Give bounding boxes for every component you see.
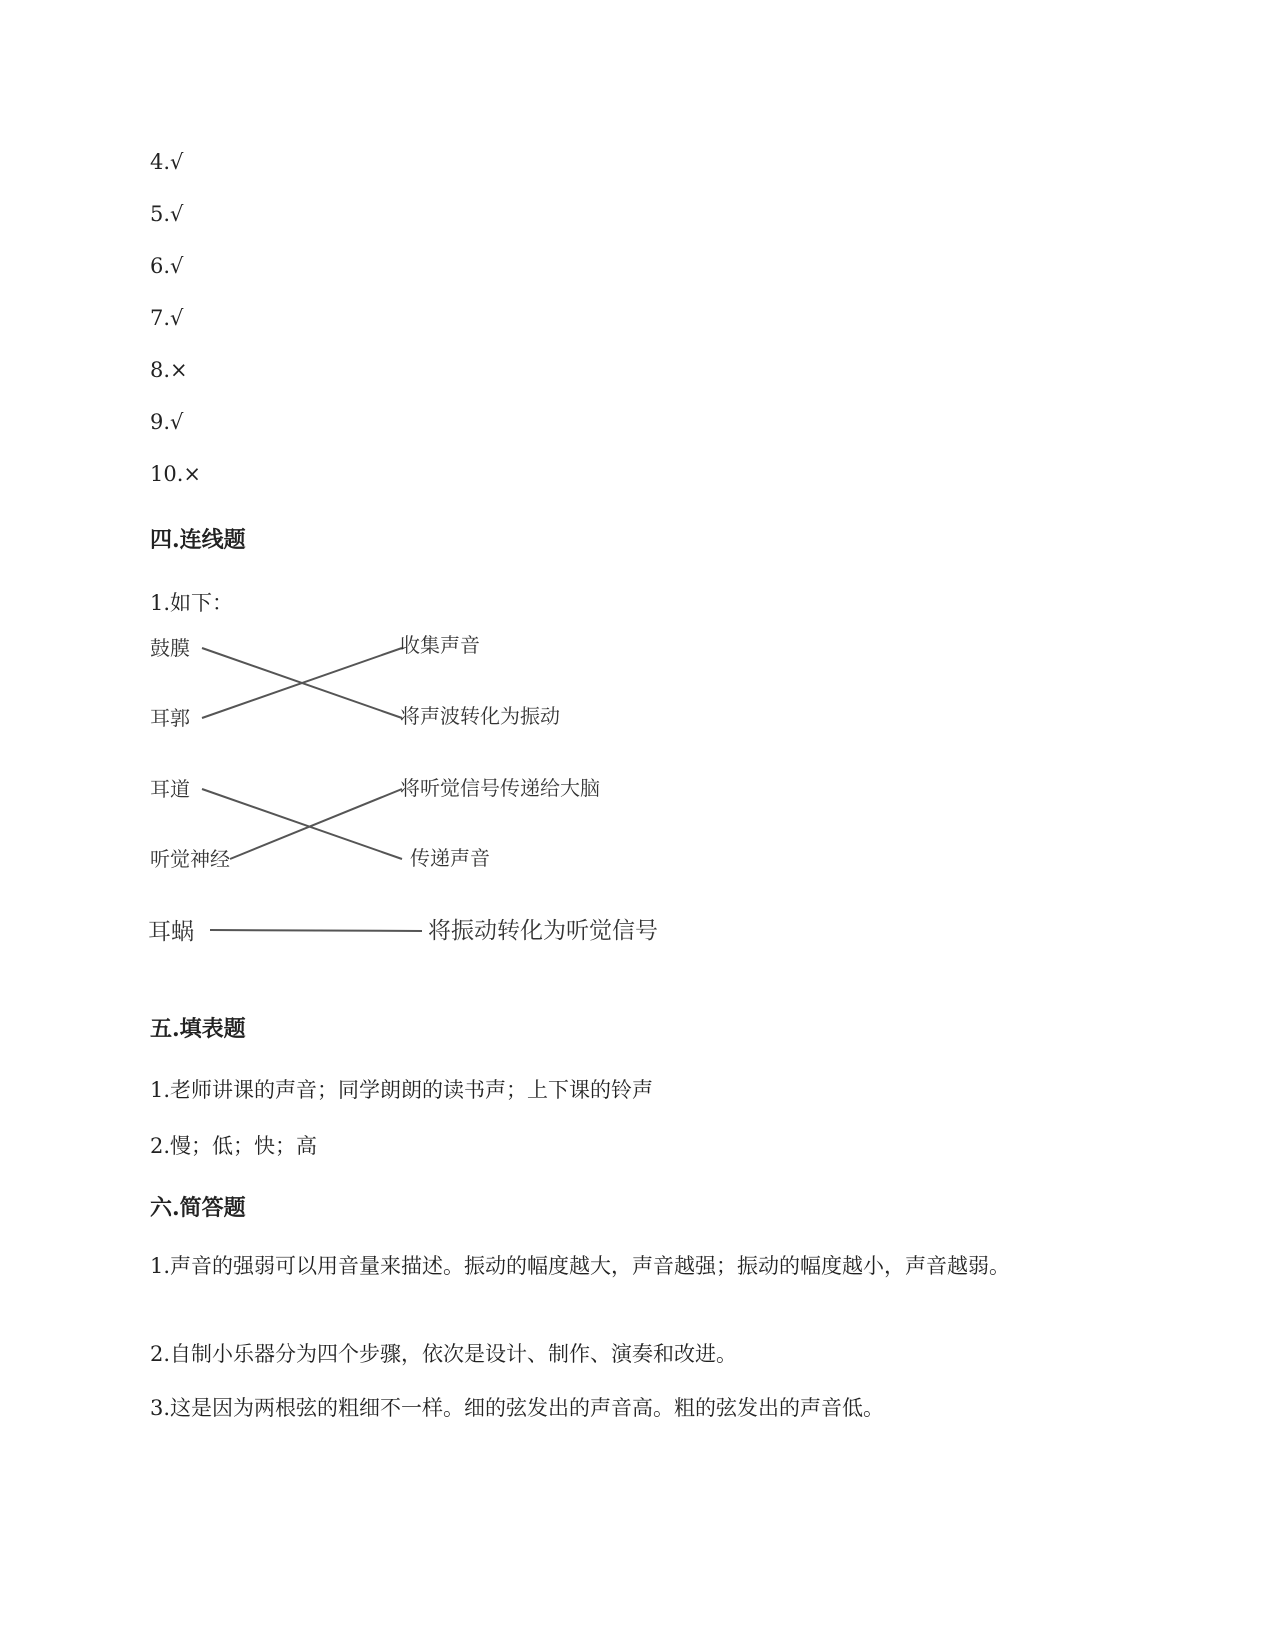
left-label: 听觉神经 bbox=[150, 847, 230, 871]
match-line bbox=[210, 930, 422, 931]
left-label: 耳郭 bbox=[150, 706, 190, 730]
answer-item: 5.√ bbox=[150, 202, 184, 226]
answer-item: 6.√ bbox=[150, 254, 184, 278]
left-label: 耳蜗 bbox=[148, 919, 194, 945]
answer-item: 7.√ bbox=[150, 306, 184, 330]
right-label: 将声波转化为振动 bbox=[400, 704, 560, 728]
answer-item: 1.老师讲课的声音；同学朗朗的读书声；上下课的铃声 bbox=[150, 1078, 654, 1102]
right-label: 收集声音 bbox=[400, 633, 480, 657]
answer-paragraph: 2.自制小乐器分为四个步骤，依次是设计、制作、演奏和改进。 bbox=[150, 1342, 738, 1366]
match-line bbox=[202, 789, 402, 859]
right-label: 将振动转化为听觉信号 bbox=[428, 918, 658, 944]
section-heading: 六.简答题 bbox=[150, 1195, 246, 1221]
right-label: 传递声音 bbox=[410, 846, 490, 870]
match-line bbox=[230, 789, 402, 859]
left-label: 鼓膜 bbox=[150, 636, 190, 660]
answer-item: 8.× bbox=[150, 358, 188, 382]
answer-paragraph: 1.声音的强弱可以用音量来描述。振动的幅度越大，声音越强；振动的幅度越小，声音越弱。 bbox=[150, 1254, 1011, 1278]
section-heading: 四.连线题 bbox=[150, 527, 246, 553]
right-label: 将听觉信号传递给大脑 bbox=[400, 776, 600, 800]
section-heading: 五.填表题 bbox=[150, 1016, 246, 1042]
question-label: 1.如下： bbox=[150, 591, 234, 615]
left-label: 耳道 bbox=[150, 777, 190, 801]
matching-diagram bbox=[140, 615, 760, 990]
answer-item: 10.× bbox=[150, 462, 201, 486]
answer-item: 2.慢；低；快；高 bbox=[150, 1134, 318, 1158]
answer-item: 4.√ bbox=[150, 150, 184, 174]
answer-item: 9.√ bbox=[150, 410, 184, 434]
answer-paragraph: 3.这是因为两根弦的粗细不一样。细的弦发出的声音高。粗的弦发出的声音低。 bbox=[150, 1396, 885, 1420]
